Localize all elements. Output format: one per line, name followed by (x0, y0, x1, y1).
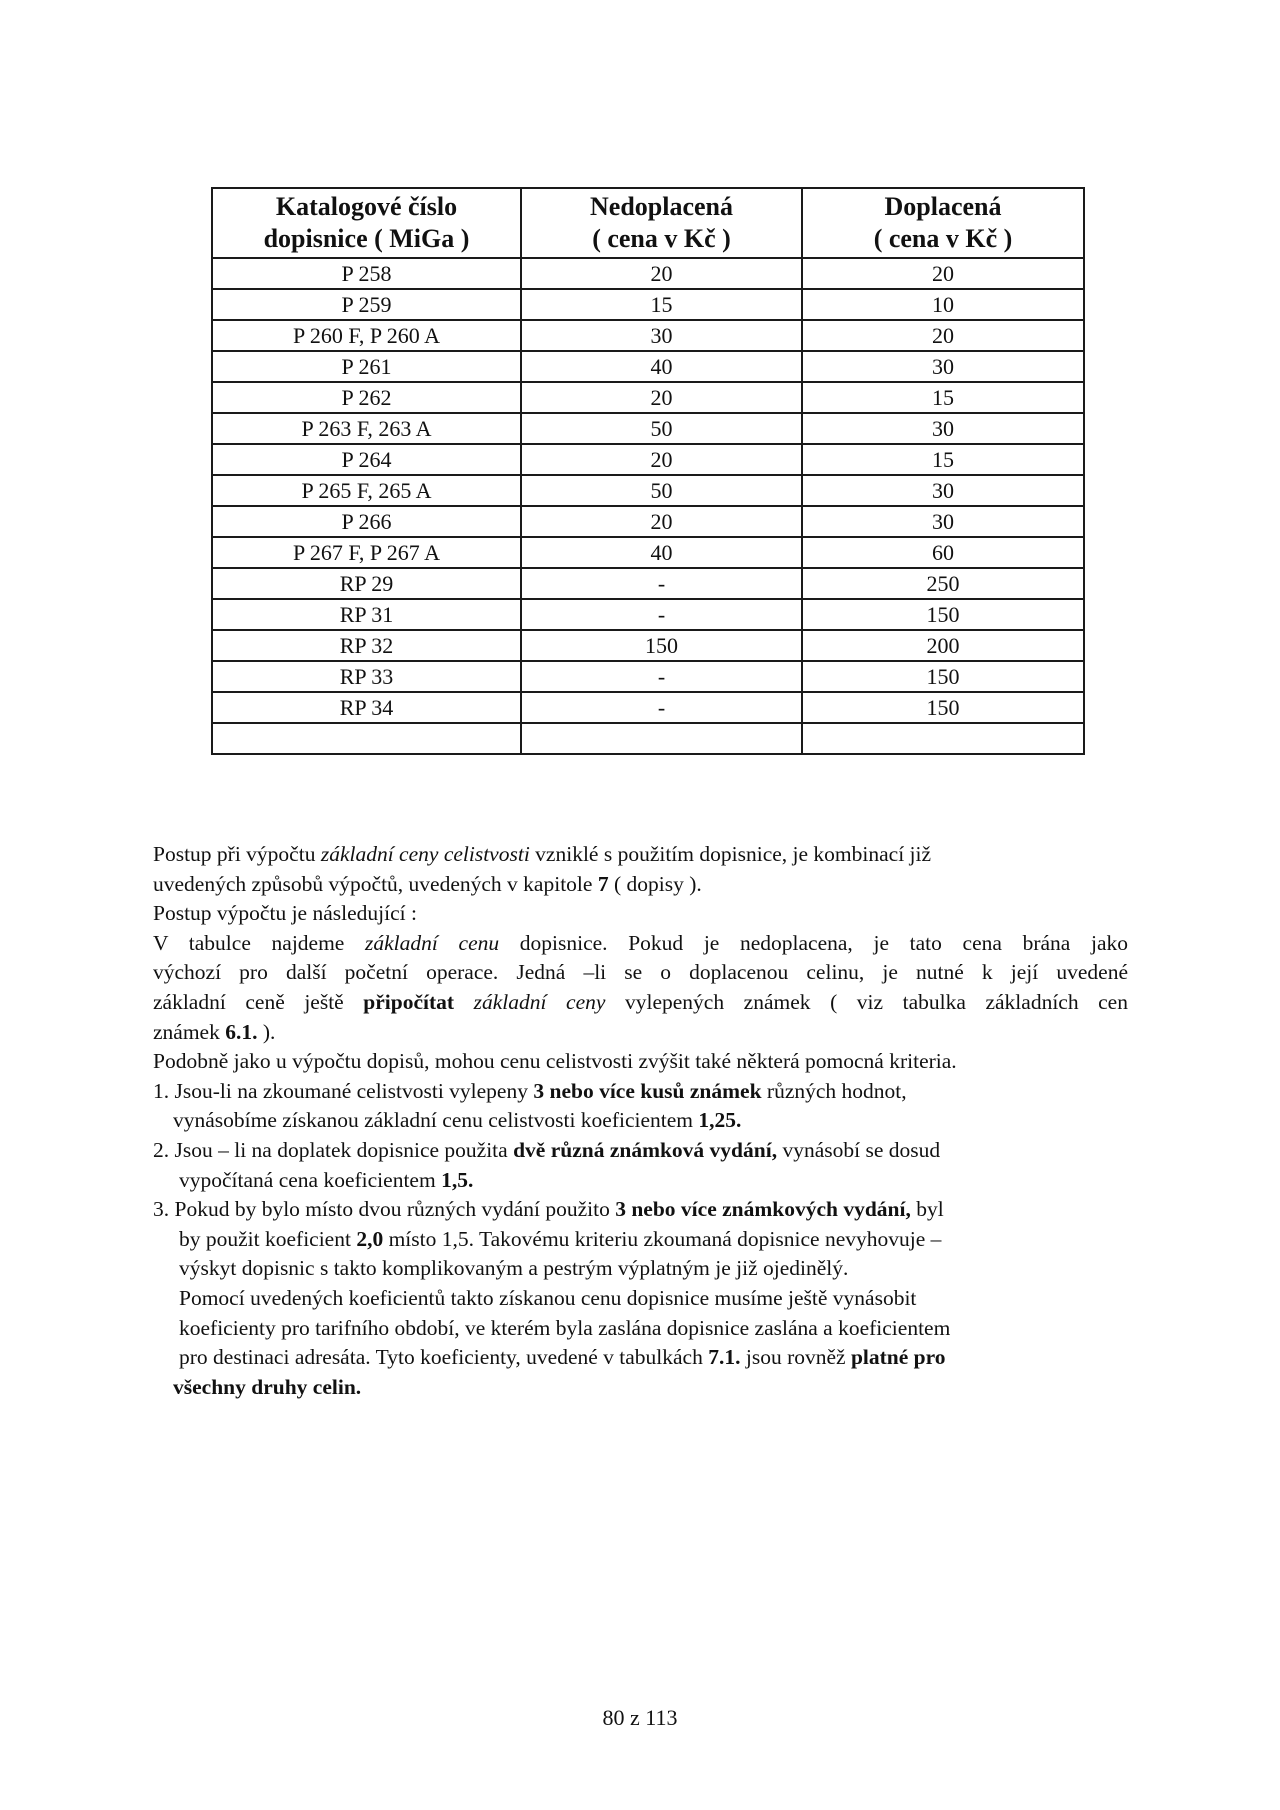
bold-run: 1,5. (441, 1167, 474, 1192)
italic-run: základní ceny (473, 989, 606, 1014)
cell-catalog: P 260 F, P 260 A (212, 320, 521, 351)
cell-unpaid: 20 (521, 258, 802, 289)
table-row (212, 258, 1084, 289)
text-run: 3. Pokud by bylo místo dvou různých vydání použito (153, 1197, 616, 1222)
paragraph-coefficients-line-3 (153, 1343, 1128, 1373)
cell-unpaid: 150 (521, 630, 802, 661)
cell-unpaid: 20 (521, 382, 802, 413)
cell-paid: 150 (802, 599, 1084, 630)
cell-paid: 30 (802, 413, 1084, 444)
header-catalog-number (212, 188, 521, 258)
text-run: ( dopisy ). (608, 871, 702, 896)
list-item-2-line-1 (153, 1136, 1128, 1166)
cell-catalog: P 266 (212, 506, 521, 537)
text-run: 1. Jsou-li na zkoumané celistvosti vylepeny (153, 1078, 534, 1103)
cell-catalog: P 262 (212, 382, 521, 413)
cell-catalog (212, 723, 521, 754)
cell-catalog: P 267 F, P 267 A (212, 537, 521, 568)
cell-unpaid: 15 (521, 289, 802, 320)
paragraph-intro-line-1 (153, 840, 1128, 870)
cell-catalog: RP 31 (212, 599, 521, 630)
text-run: Postup při výpočtu (153, 842, 321, 866)
table-row (212, 537, 1084, 568)
text-run: vynásobí se dosud (777, 1137, 941, 1162)
bold-run: 3 nebo více známkových vydání, (615, 1197, 911, 1222)
bold-run: 7 (597, 871, 609, 896)
body-text (153, 840, 1128, 1402)
text-run: známek (153, 1019, 226, 1044)
text-run: uvedených způsobů výpočtů, uvedených v kapitole (153, 871, 598, 896)
cell-unpaid: 40 (521, 351, 802, 382)
text-run: dopisnice. Pokud je nedoplacena, je tato cena brána jako (499, 930, 1128, 955)
cell-paid: 150 (802, 692, 1084, 723)
cell-unpaid: 50 (521, 475, 802, 506)
list-item-3-line-2 (153, 1225, 1128, 1255)
cell-paid: 15 (802, 382, 1084, 413)
cell-paid: 30 (802, 506, 1084, 537)
table-row (212, 289, 1084, 320)
table-row (212, 444, 1084, 475)
table-row (212, 475, 1084, 506)
bold-run: 3 nebo více kusů známek (533, 1078, 762, 1103)
cell-paid: 15 (802, 444, 1084, 475)
cell-unpaid (521, 723, 802, 754)
cell-catalog: P 259 (212, 289, 521, 320)
header-unpaid (521, 188, 802, 258)
cell-paid: 30 (802, 351, 1084, 382)
cell-catalog: RP 33 (212, 661, 521, 692)
bold-run: 6.1. (225, 1019, 258, 1044)
cell-paid: 250 (802, 568, 1084, 599)
paragraph-coefficients-line-2: koeficienty pro tarifního období, ve kterém byla zaslána dopisnice zaslána a koeficientem (179, 1315, 951, 1340)
table-row (212, 506, 1084, 537)
list-item-3-line-3: výskyt dopisnic s takto komplikovaným a pestrým výplatným je již ojedinělý. (179, 1256, 849, 1281)
text-run: ). (257, 1019, 276, 1044)
cell-catalog: P 264 (212, 444, 521, 475)
text-run: V tabulce najdeme (153, 930, 366, 955)
cell-catalog: P 265 F, 265 A (212, 475, 521, 506)
bold-run: všechny druhy celin. (173, 1374, 362, 1399)
text-run: 2. Jsou – li na doplatek dopisnice použita (153, 1137, 514, 1162)
paragraph-intro-line-2 (153, 870, 1128, 900)
paragraph-coefficients-line-1: Pomocí uvedených koeficientů takto získanou cenu dopisnice musíme ještě vynásobit (179, 1285, 917, 1310)
bold-run: připočítat (363, 989, 455, 1014)
italic-run: základní ceny celistvosti (320, 842, 530, 866)
cell-paid: 30 (802, 475, 1084, 506)
cell-unpaid: 20 (521, 506, 802, 537)
postcard-price-table (211, 187, 1085, 755)
cell-catalog: P 258 (212, 258, 521, 289)
paragraph-table-line-2: výchozí pro další početní operace. Jedná –li se o doplacenou celinu, je nutné k její uvedené (153, 960, 1128, 985)
list-item-2-line-2 (153, 1166, 1128, 1196)
cell-paid: 200 (802, 630, 1084, 661)
page-number: 80 z 113 (602, 1705, 678, 1730)
cell-unpaid: 20 (521, 444, 802, 475)
text-run: vynásobíme získanou základní cenu celistvosti koeficientem (173, 1108, 699, 1133)
paragraph-table-line-1 (153, 929, 1128, 959)
table-row (212, 661, 1084, 692)
list-item-1-line-2 (153, 1106, 1128, 1136)
cell-catalog: P 261 (212, 351, 521, 382)
bold-run: dvě různá známková vydání, (513, 1137, 778, 1162)
cell-unpaid: 40 (521, 537, 802, 568)
cell-unpaid: - (521, 661, 802, 692)
header-line: Nedoplacená (590, 192, 733, 221)
bold-run: 1,25. (698, 1108, 742, 1133)
header-paid (802, 188, 1084, 258)
text-run: jsou rovněž (740, 1345, 851, 1370)
cell-paid: 150 (802, 661, 1084, 692)
bold-run: 2,0 (356, 1226, 384, 1251)
cell-catalog: RP 29 (212, 568, 521, 599)
cell-unpaid: - (521, 568, 802, 599)
cell-paid: 20 (802, 320, 1084, 351)
italic-run: základní cenu (365, 930, 500, 955)
table-row (212, 568, 1084, 599)
header-line: Katalogové číslo (275, 192, 458, 221)
cell-paid: 10 (802, 289, 1084, 320)
list-item-3-line-1 (153, 1195, 1128, 1225)
header-line: ( cena v Kč ) (873, 224, 1013, 253)
cell-unpaid: - (521, 599, 802, 630)
table-row (212, 351, 1084, 382)
text-run: by použit koeficient (179, 1226, 357, 1251)
table-row (212, 413, 1084, 444)
table-header-row (212, 188, 1084, 258)
header-line: ( cena v Kč ) (592, 224, 731, 253)
paragraph-coefficients-line-4 (153, 1373, 1128, 1403)
text-run: základní ceně ještě (153, 989, 364, 1014)
paragraph-table-line-4 (153, 1018, 1128, 1048)
table-row (212, 630, 1084, 661)
table-row (212, 320, 1084, 351)
header-line: dopisnice ( MiGa ) (263, 224, 470, 253)
cell-unpaid: - (521, 692, 802, 723)
paragraph-criteria: Podobně jako u výpočtu dopisů, mohou cenu celistvosti zvýšit také některá pomocná kriteria. (153, 1049, 957, 1074)
text-run: vzniklé s použitím dopisnice, je kombinací již (529, 842, 932, 866)
text-run: místo 1,5. Takovému kriteriu zkoumaná dopisnice nevyhovuje – (383, 1226, 942, 1251)
bold-run: 7.1. (708, 1345, 741, 1370)
text-run: různých hodnot, (761, 1078, 907, 1103)
table-row-empty (212, 723, 1084, 754)
text-run: pro destinaci adresáta. Tyto koeficienty, uvedené v tabulkách (179, 1345, 709, 1370)
cell-unpaid: 30 (521, 320, 802, 351)
table-row (212, 382, 1084, 413)
bold-run: platné pro (850, 1345, 946, 1370)
text-run: vypočítaná cena koeficientem (179, 1167, 442, 1192)
cell-catalog: RP 34 (212, 692, 521, 723)
header-line: Doplacená (884, 192, 1002, 221)
paragraph-table-line-3 (153, 988, 1128, 1018)
cell-paid (802, 723, 1084, 754)
cell-paid: 60 (802, 537, 1084, 568)
cell-catalog: P 263 F, 263 A (212, 413, 521, 444)
cell-catalog: RP 32 (212, 630, 521, 661)
paragraph-procedure: Postup výpočtu je následující : (153, 901, 417, 926)
table-row (212, 599, 1084, 630)
table-row (212, 692, 1084, 723)
cell-paid: 20 (802, 258, 1084, 289)
text-run: byl (910, 1197, 944, 1222)
cell-unpaid: 50 (521, 413, 802, 444)
text-run: vylepených známek ( viz tabulka základních cen (605, 989, 1128, 1014)
list-item-1-line-1 (153, 1077, 1128, 1107)
